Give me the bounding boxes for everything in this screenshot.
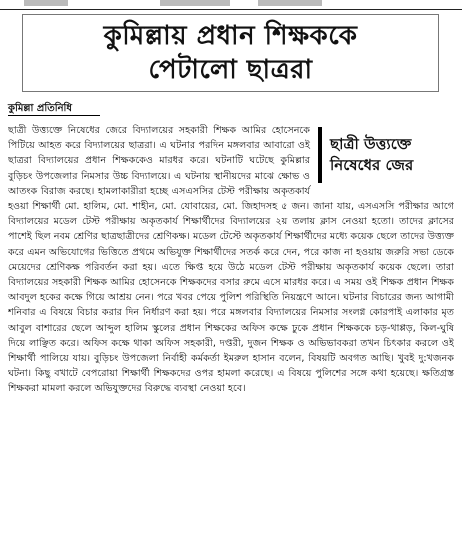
clipped-text-fragment: [258, 0, 322, 6]
clipped-text-fragment: [160, 0, 230, 6]
headline-line-1: কুমিল্লায় প্রধান শিক্ষককে: [103, 21, 358, 51]
top-rule: [0, 9, 462, 10]
headline-box: [22, 14, 439, 92]
article-paragraph: ছাত্রী উত্ত্যক্তে নিষেধের জেরে বিদ্যালয়ের সহকারী শিক্ষক আমির হোসেনকে পিটিয়ে আহত করে বিদ্যালয়ের ছাত্ররা। এ ঘটনার পরদিন মঙ্গলবার আবারো ওই ছাত্ররা বিদ্যালয়ের প্রধান শিক্ষককেও মারধর করে। ঘটনাটি ঘটেছে কুমিল্লার বুড়িচং উপজেলার নিমসার উচ্চ বিদ্যালয়ে। এ ঘটনায় স্থানীয়দের মাঝে ক্ষোভ ও আতংক বিরাজ করছে। হামলাকারীরা হচ্ছে এসএসসির টেস্ট পরীক্ষায় অকৃতকার্য হওয়া শিক্ষার্থী মো. হালিম, মো. শাহীন, মো. যোবায়ের, মো. জিহাদসহ ৫ জন। জানা যায়, এসএসসি পরীক্ষার আগে বিদ্যালয়ের মডেল টেস্ট পরীক্ষায় অকৃতকার্য শিক্ষার্থীদের বিদ্যালয়ের ২য় তলায় ক্লাস নেওয়া হতো। তাদের ক্লাসের পাশেই ছিল নবম শ্রেণির ছাত্রছাত্রীদের শ্রেণিকক্ষ। মডেল টেস্টে অকৃতকার্য শিক্ষার্থীদের মধ্যে কয়েক ছেলে তাদের উত্ত্যক্ত করে এমন অভিযোগের ভিত্তিতে প্রথমে অভিযুক্ত শিক্ষার্থীদের সতর্ক করে দেন, পরে কাজ না হওয়ায় জরুরি সভা ডেকে মেয়েদের শ্রেণিকক্ষ পরিবর্তন করা হয়। এতে ক্ষিপ্ত হয়ে উঠে মডেল টেস্ট পরীক্ষায় অকৃতকার্য কয়েক ছেলে। তারা বিদ্যালয়ের সহকারী শিক্ষক আমির হোসেনকে শিক্ষকদের বসার রুমে এসে মারধর করে। এ সময় ওই শিক্ষক প্রধান শিক্ষক আবদুল হকের কক্ষে গিয়ে আশ্রয় নেন। পরে খবর পেয়ে পুলিশ পরিস্থিতি নিয়ন্ত্রণে আনে। ঘটনার বিচারের জন্য আগামী শনিবার এ বিষয়ে বিচার করার দিন নির্ধারণ করা হয়। পরে মঙ্গলবার বিদ্যালয়ের নিমসার সংলগ্ন কোরপাই এলাকার মৃত আবুল বাশারের ছেলে আব্দুল হালিম স্কুলের প্রধান শিক্ষকের অফিস কক্ষে ঢুকে প্রধান শিক্ষককে চড়-থাপ্পড়, কিল-ঘুষি দিয়ে লাঞ্ছিত করে। অফিস কক্ষে থাকা অফিস সহকারী, দপ্তরী, দুজন শিক্ষক ও অভিভাবকরা তখন চিৎকার করলে ওই শিক্ষার্থী পালিয়ে যায়। বুড়িচং উপজেলা নির্বাহী কর্মকর্তা ইমরুল হাসান বলেন, বিষয়টি অবগত আছি। খুবই দু:খজনক ঘটনা। কিছু বখাটে বেপরোয়া শিক্ষার্থী শিক্ষকদের ওপর হামলা করেছে। এ বিষয়ে পুলিশের সঙ্গে কথা হয়েছে। ক্ষতিগ্রস্ত শিক্ষকরা মামলা করলে অভিযুক্তদের বিরুদ্ধে ব্যবস্থা নেওয়া হবে।: [8, 125, 454, 395]
pull-quote: [318, 127, 454, 183]
byline-underline: [8, 115, 100, 116]
clipped-text-fragment: [24, 0, 68, 6]
headline-line-2: পেটালো ছাত্ররা: [148, 55, 313, 85]
pull-quote-line-2: নিষেধের জের: [330, 156, 414, 174]
article-body: [8, 123, 454, 533]
pull-quote-line-1: ছাত্রী উত্ত্যক্তে: [330, 135, 412, 153]
top-strip: [0, 0, 462, 12]
byline: কুমিল্লা প্রতিনিধি: [8, 103, 73, 114]
